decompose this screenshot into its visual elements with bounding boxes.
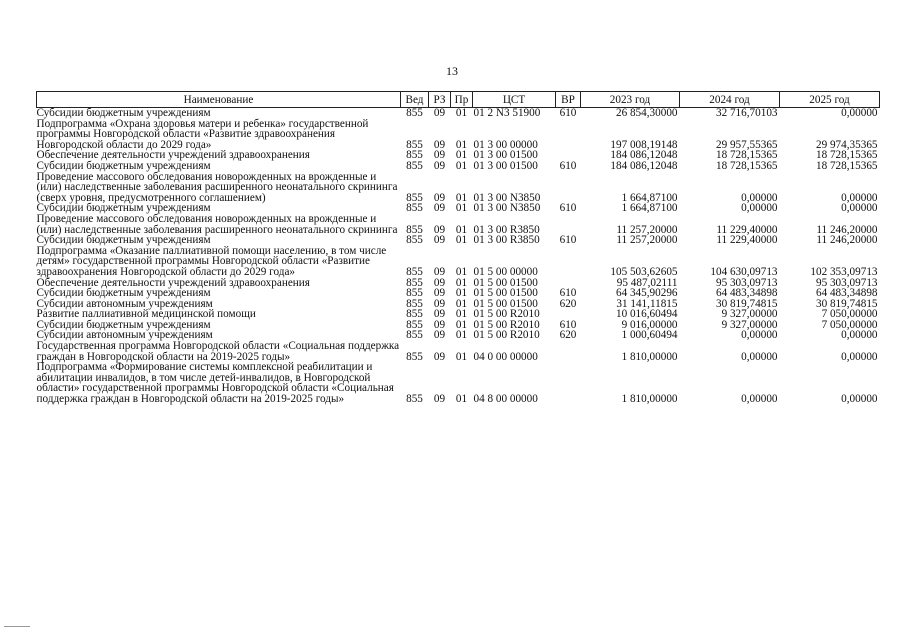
cell-rz: 09 — [433, 308, 446, 321]
cell-2025: 11 246,20000 — [816, 223, 878, 236]
cell-vr: 610 — [559, 107, 577, 119]
cell-2025: 64 483,34898 — [815, 287, 878, 300]
cell-vr: 610 — [559, 202, 577, 215]
cell-ved: 855 — [406, 191, 423, 204]
budget-table — [36, 91, 880, 405]
cell-name: Развитие паллиативной медицинской помощи — [36, 308, 256, 321]
cell-vr: 610 — [559, 159, 577, 172]
header-2024: 2024 год — [680, 92, 780, 108]
cell-pr: 01 — [455, 287, 468, 300]
cell-2024: 18 728,15365 — [715, 149, 778, 162]
cell-cst: 04 8 00 00000 — [473, 393, 538, 406]
cell-cst: 01 3 00 01500 — [473, 159, 538, 172]
cell-name: Субсидии бюджетным учреждениям — [36, 234, 211, 247]
cell-2023: 11 257,20000 — [616, 223, 678, 236]
cell-2023: 1 000,60494 — [621, 329, 678, 342]
cell-cst: 01 3 00 N3850 — [473, 191, 541, 204]
cell-pr: 01 — [455, 318, 468, 331]
cell-2023: 184 086,12048 — [610, 149, 678, 162]
table-row — [37, 214, 880, 235]
cell-pr: 01 — [455, 329, 468, 342]
cell-cst: 01 3 00 R3850 — [473, 234, 540, 247]
cell-2024: 9 327,00000 — [721, 308, 778, 321]
cell-name: Подпрограмма «Охрана здоровья матери и ребенка» государственной программы Новгородской области «Развитие здравоохранения Новгородской области до 2029 года» — [36, 117, 369, 151]
header-2023: 2023 год — [581, 92, 680, 108]
cell-2023: 64 345,90296 — [615, 287, 678, 300]
cell-ved: 855 — [406, 202, 423, 215]
cell-2025: 0,00000 — [841, 329, 878, 342]
cell-pr: 01 — [455, 265, 468, 278]
cell-2024: 0,00000 — [741, 191, 778, 204]
cell-pr: 01 — [455, 159, 468, 172]
cell-vr: 610 — [559, 287, 577, 300]
cell-pr: 01 — [455, 149, 468, 162]
cell-name: Обеспечение деятельности учреждений здравоохранения — [36, 149, 310, 162]
cell-name: Субсидии бюджетным учреждениям — [36, 202, 211, 215]
cell-rz: 09 — [433, 234, 446, 247]
cell-ved: 855 — [406, 159, 423, 172]
cell-vr: 620 — [559, 329, 577, 342]
cell-2024: 9 327,00000 — [721, 318, 778, 331]
cell-vr — [556, 362, 581, 404]
cell-name: Проведение массового обследования новорожденных на врожденные и (или) наследственные заболевания расширенного неонатального скрининга — [36, 212, 398, 236]
cell-2025: 18 728,15365 — [815, 149, 878, 162]
cell-2023: 11 257,20000 — [616, 234, 678, 247]
cell-2025: 29 974,35365 — [815, 138, 878, 151]
cell-name: Проведение массового обследования новорожденных на врожденные и (или) наследственные заболевания расширенного неонатального скрининга (сверх уровня, предусмотренного соглашением) — [36, 170, 398, 204]
cell-2023: 1 810,00000 — [621, 350, 678, 363]
cell-2024: 0,00000 — [741, 350, 778, 363]
cell-vr: 610 — [559, 234, 577, 247]
cell-ved: 855 — [406, 297, 423, 310]
cell-2024: 30 819,74815 — [715, 297, 778, 310]
cell-pr: 01 — [455, 276, 468, 289]
cell-rz: 09 — [433, 191, 446, 204]
cell-ved: 855 — [406, 107, 423, 119]
cell-2023: 1 664,87100 — [621, 191, 678, 204]
cell-2023: 1 664,87100 — [621, 202, 678, 215]
page-number: 13 — [446, 64, 458, 78]
cell-pr: 01 — [455, 138, 468, 151]
cell-pr: 01 — [455, 191, 468, 204]
cell-cst: 01 3 00 N3850 — [473, 202, 541, 215]
table-row — [37, 119, 880, 151]
cell-rz: 09 — [433, 287, 446, 300]
cell-2025: 95 303,09713 — [815, 276, 878, 289]
cell-2023: 10 016,60494 — [615, 308, 678, 321]
cell-rz: 09 — [433, 393, 446, 406]
cell-rz: 09 — [433, 202, 446, 215]
cell-rz: 09 — [433, 276, 446, 289]
cell-2023: 26 854,30000 — [615, 107, 678, 119]
cell-cst: 01 3 00 00000 — [473, 138, 538, 151]
cell-rz: 09 — [433, 149, 446, 162]
cell-2024: 95 303,09713 — [715, 276, 778, 289]
cell-2025: 18 728,15365 — [815, 159, 878, 172]
cell-vr — [556, 172, 581, 204]
table-body — [37, 108, 880, 405]
cell-rz: 09 — [433, 159, 446, 172]
header-2025: 2025 год — [780, 92, 880, 108]
cell-2024: 64 483,34898 — [715, 287, 778, 300]
cell-rz: 09 — [433, 329, 446, 342]
cell-2024: 0,00000 — [741, 202, 778, 215]
cell-name: Обеспечение деятельности учреждений здравоохранения — [36, 276, 310, 289]
cell-ved: 855 — [406, 287, 423, 300]
cell-cst: 01 5 00 R2010 — [473, 318, 540, 331]
cell-vr — [556, 214, 581, 235]
cell-ved: 855 — [406, 318, 423, 331]
cell-vr — [556, 246, 581, 278]
cell-2024: 11 229,40000 — [716, 234, 778, 247]
cell-ved: 855 — [406, 149, 423, 162]
cell-cst: 01 5 00 01500 — [473, 287, 538, 300]
header-ved: Вед — [401, 92, 429, 108]
cell-2025: 11 246,20000 — [816, 234, 878, 247]
cell-pr: 01 — [455, 223, 468, 236]
header-rz: РЗ — [429, 92, 451, 108]
cell-name: Субсидии автономным учреждениям — [36, 329, 213, 342]
table-row — [37, 362, 880, 404]
cell-pr: 01 — [455, 234, 468, 247]
cell-ved: 855 — [406, 393, 423, 406]
table-row — [37, 161, 880, 172]
cell-cst: 01 5 00 01500 — [473, 276, 538, 289]
cell-cst: 01 3 00 R3850 — [473, 223, 540, 236]
cell-cst: 04 0 00 00000 — [473, 350, 538, 363]
cell-vr: 610 — [559, 318, 577, 331]
cell-cst: 01 2 N3 51900 — [473, 107, 541, 119]
cell-2025: 0,00000 — [841, 393, 878, 406]
cell-2023: 184 086,12048 — [610, 159, 678, 172]
cell-ved: 855 — [406, 234, 423, 247]
header-vr: ВР — [556, 92, 581, 108]
header-name: Наименование — [37, 92, 401, 108]
cell-rz: 09 — [433, 350, 446, 363]
cell-vr — [556, 119, 581, 151]
table-row — [37, 108, 880, 119]
cell-ved: 855 — [406, 308, 423, 321]
cell-2024: 32 716,70103 — [715, 107, 778, 119]
cell-name: Субсидии автономным учреждениям — [36, 297, 213, 310]
cell-ved: 855 — [406, 138, 423, 151]
cell-2024: 29 957,55365 — [715, 138, 778, 151]
cell-cst: 01 5 00 R2010 — [473, 308, 540, 321]
header-cst: ЦСТ — [473, 92, 556, 108]
cell-2024: 18 728,15365 — [715, 159, 778, 172]
cell-pr: 01 — [455, 107, 468, 119]
cell-2025: 0,00000 — [841, 191, 878, 204]
cell-2023: 31 141,11815 — [616, 297, 678, 310]
cell-pr: 01 — [455, 297, 468, 310]
cell-2025: 30 819,74815 — [815, 297, 878, 310]
cell-pr: 01 — [455, 308, 468, 321]
cell-rz: 09 — [433, 297, 446, 310]
cell-name: Субсидии бюджетным учреждениям — [36, 287, 211, 300]
cell-rz: 09 — [433, 107, 446, 119]
cell-cst: 01 3 00 01500 — [473, 149, 538, 162]
table-row — [37, 341, 880, 362]
cell-2025: 7 050,00000 — [821, 318, 878, 331]
cell-2024: 0,00000 — [741, 393, 778, 406]
cell-2023: 105 503,62605 — [610, 265, 678, 278]
cell-vr: 620 — [559, 297, 577, 310]
cell-2025: 7 050,00000 — [821, 308, 878, 321]
cell-name: Государственная программа Новгородской области «Социальная поддержка граждан в Новгородской области на 2019-2025 годы» — [36, 340, 400, 363]
cell-2024: 104 630,09713 — [710, 265, 778, 278]
cell-2025: 0,00000 — [841, 202, 878, 215]
cell-vr — [556, 341, 581, 362]
cell-ved: 855 — [406, 329, 423, 342]
cell-cst: 01 5 00 01500 — [473, 297, 538, 310]
cell-rz: 09 — [433, 223, 446, 236]
cell-2023: 197 008,19148 — [610, 138, 678, 151]
cell-2025: 0,00000 — [841, 107, 878, 119]
cell-2024: 11 229,40000 — [716, 223, 778, 236]
cell-ved: 855 — [406, 276, 423, 289]
cell-cst: 01 5 00 R2010 — [473, 329, 540, 342]
cell-name: Субсидии бюджетным учреждениям — [36, 159, 211, 172]
table-header-row — [37, 92, 880, 108]
table-row — [37, 246, 880, 278]
cell-2023: 95 487,02111 — [616, 276, 678, 289]
cell-name: Субсидии бюджетным учреждениям — [36, 107, 211, 119]
cell-rz: 09 — [433, 265, 446, 278]
cell-2025: 102 353,09713 — [810, 265, 878, 278]
header-pr: Пр — [451, 92, 473, 108]
cell-pr: 01 — [455, 202, 468, 215]
cell-name: Подпрограмма «Оказание паллиативной помощи населению, в том числе детям» государственной программы Новгородской области «Развитие здравоохранения Новгородской области до 2029 года» — [36, 244, 387, 278]
cell-cst: 01 5 00 00000 — [473, 265, 538, 278]
cell-pr: 01 — [455, 393, 468, 406]
cell-rz: 09 — [433, 138, 446, 151]
cell-pr: 01 — [455, 350, 468, 363]
table-row — [37, 172, 880, 204]
cell-2025: 0,00000 — [841, 350, 878, 363]
cell-ved: 855 — [406, 223, 423, 236]
cell-rz: 09 — [433, 318, 446, 331]
cell-2023: 9 016,00000 — [621, 318, 678, 331]
cell-name: Подпрограмма «Формирование системы комплексной реабилитации и абилитации инвалидов, в том числе детей-инвалидов, в Новгородской области» государственной программы Новгородской области «Социальная поддержка граждан в Новгородской области на 2019-2025 годы» — [36, 361, 394, 406]
cell-ved: 855 — [406, 350, 423, 363]
cell-ved: 855 — [406, 265, 423, 278]
margin-mark — [4, 626, 30, 627]
cell-name: Субсидии бюджетным учреждениям — [36, 318, 211, 331]
cell-2024: 0,00000 — [741, 329, 778, 342]
cell-2023: 1 810,00000 — [621, 393, 678, 406]
